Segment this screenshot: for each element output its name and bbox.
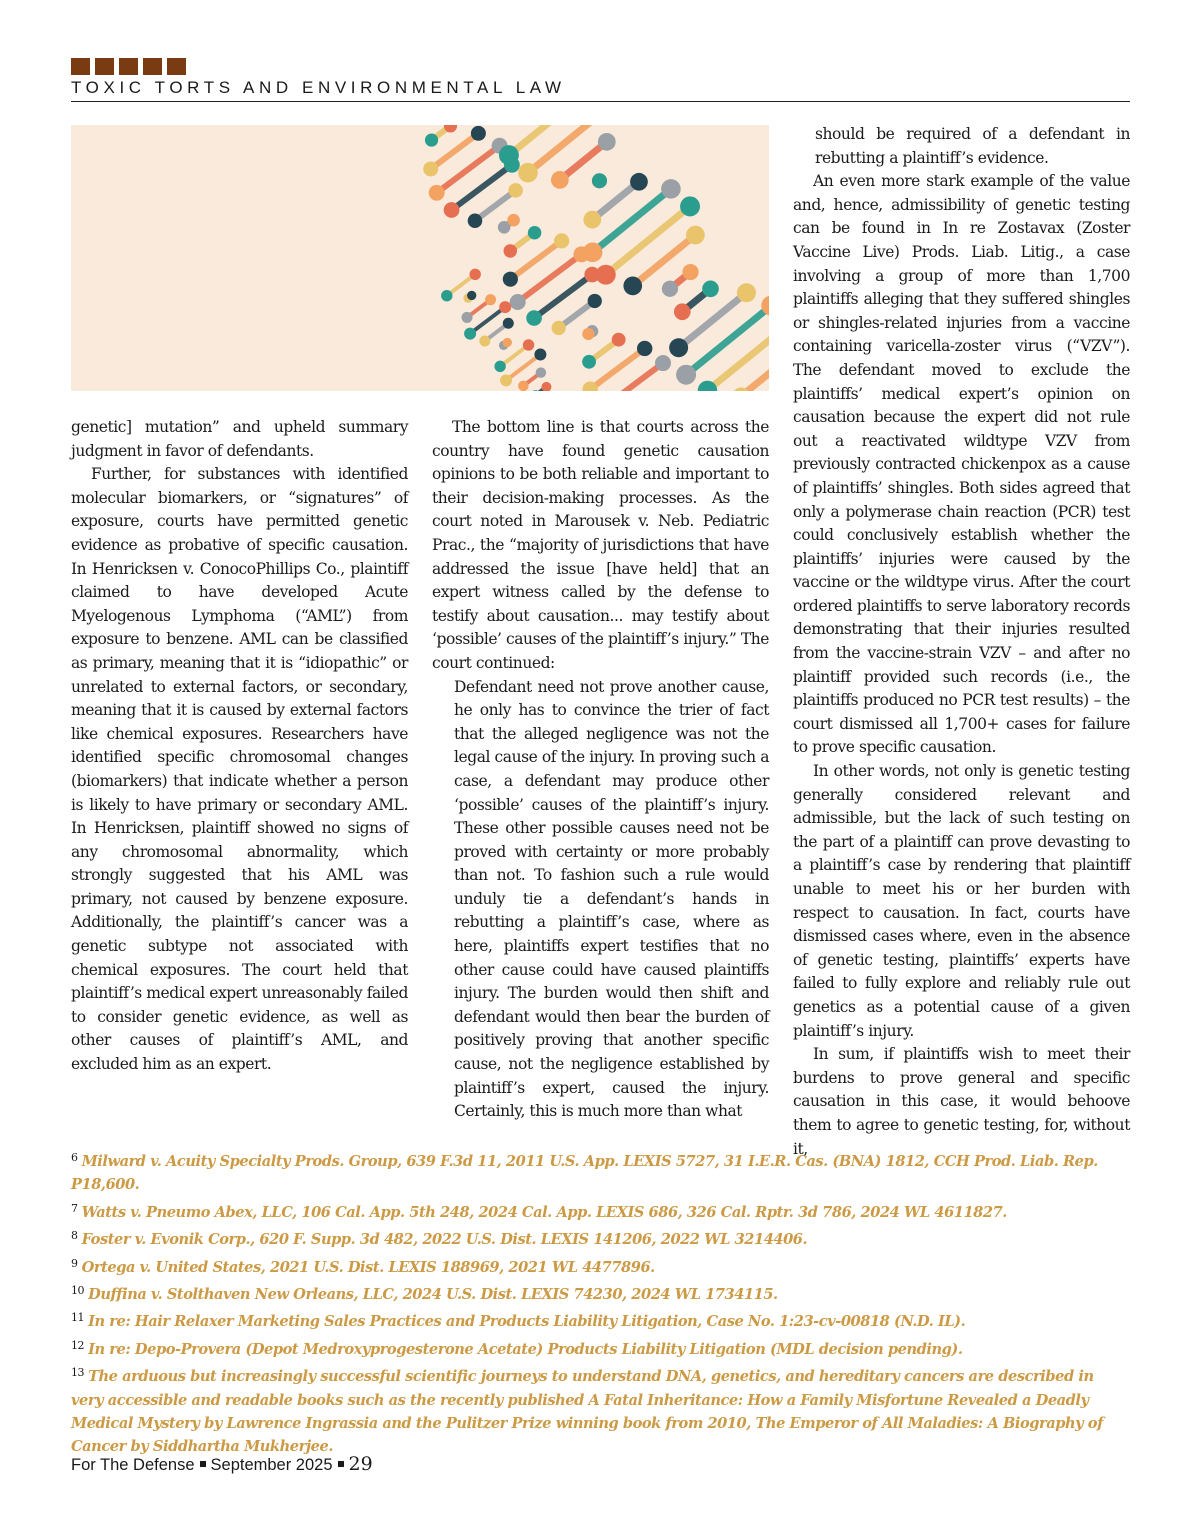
dna-base: [526, 310, 542, 326]
footnotes: [71, 1146, 1130, 1459]
dna-base: [669, 338, 688, 357]
dna-base: [425, 133, 438, 146]
dna-base: [592, 173, 607, 188]
dna-base: [499, 145, 519, 165]
dna-base: [441, 290, 452, 301]
dna-base: [469, 269, 480, 280]
dna-base: [680, 196, 700, 216]
dna-base: [503, 338, 512, 347]
publication-name: For The Defense: [71, 1456, 195, 1474]
page-footer: [71, 1453, 373, 1475]
dna-base: [662, 281, 678, 297]
dna-base: [598, 133, 616, 151]
dna-base: [471, 126, 486, 141]
dna-base: [655, 355, 671, 371]
footnote: $^7$ Watts v. Pneumo Abex, LLC, 106 Cal. App. 5th 248, 2024 Cal. App. LEXIS 686, 326 Cal. Rptr. 3d 786, 2024 WL 4611827.: [71, 1201, 1007, 1221]
dna-rung: [518, 254, 582, 302]
dna-base: [528, 226, 542, 240]
dna-base: [623, 277, 642, 296]
dna-base: [596, 265, 616, 285]
issue-date: September 2025: [210, 1456, 333, 1474]
dna-base: [682, 264, 698, 280]
dna-base: [499, 301, 511, 313]
dna-base: [500, 374, 512, 386]
dna-base: [485, 294, 496, 305]
paragraph: genetic] mutation” and upheld summary judgment in favor of defendants.: [71, 418, 408, 460]
dna-base: [503, 244, 517, 258]
dna-base: [552, 321, 566, 335]
dna-base: [468, 214, 483, 229]
dna-base: [702, 281, 719, 298]
block-quote-continued: should be required of a defendant in rebutting a plaintiff’s evidence.: [815, 125, 1130, 167]
footnote: $^8$ Foster v. Evonik Corp., 620 F. Supp. 3d 482, 2022 U.S. Dist. LEXIS 141206, 2022 WL 3214406.: [71, 1229, 808, 1249]
dna-base: [523, 339, 534, 350]
header-rule: [71, 101, 1130, 102]
dna-base: [518, 163, 538, 183]
article-column-1: [71, 416, 408, 1077]
dna-base: [444, 202, 460, 218]
paragraph: Further, for substances with identified molecular biomarkers, or “signatures” of exposure, courts have permitted genetic evidence as probative of specific causation. In Henricksen v. ConocoPhillips Co., plaintiff claimed to have developed Acute Myelogenous Lymphoma (“AML”) from exposure to benzene. AML can be classified as primary, meaning that it is “idiopathic” or unrelated to external factors, or secondary, meaning that it is caused by external factors like chemical exposures. Researchers have identified specific chromosomal changes (biomarkers) that indicate whether a person is likely to have primary or secondary AML. In Henricksen, plaintiff showed no signs of any chromosomal abnormality, which strongly suggested that his AML was primary, not caused by benzene exposure. Additionally, the plaintiff’s cancer was a genetic subtype not associated with chemical exposures. The court held that plaintiff’s medical expert unreasonably failed to consider genetic evidence, as well as other causes of plaintiff’s AML, and excluded him as an expert.: [71, 465, 408, 1074]
dna-base: [588, 294, 602, 308]
dna-base: [510, 294, 526, 310]
dna-base: [686, 226, 705, 245]
dna-rung: [606, 206, 690, 274]
dna-rung: [437, 146, 500, 193]
dna-rung: [741, 364, 769, 391]
page-number: 29: [348, 1453, 373, 1475]
footnote: $^6$ Milward v. Acuity Specialty Prods. Group, 639 F.3d 11, 2011 U.S. App. LEXIS 5727, 31 I.E.R. Cas. (BNA) 1812, CCH Prod. Liab. Rep. P18,600.: [71, 1151, 1098, 1194]
paragraph: An even more stark example of the value and, hence, admissibility of genetic testing can be found in In re Zostavax (Zoster Vaccine Live) Prods. Liab. Litig., a case involving a group of more than 1,700 plaintiffs alleging that they suffered shingles or shingles-related injuries from a vaccine containing varicella-zoster virus (“VZV”). The defendant moved to exclude the plaintiffs’ medical expert’s opinion on causation because the expert did not rule out a reactivated wildtype VZV from previously contracted chickenpox as a cause of plaintiffs’ shingles. Both sides agreed that only a polymerase chain reaction (PCR) test could conclusively establish whether the plaintiffs’ injuries were caused by the vaccine or the wildtype virus. After the court ordered plaintiffs to serve laboratory records demonstrating that their injuries resulted from the vaccine-strain VZV – and after no plaintiff provided such records (i.e., the plaintiffs produced no PCR test results) – the court dismissed all 1,700+ cases for failure to prove specific causation.: [793, 172, 1130, 757]
dna-rung: [593, 189, 671, 252]
dna-base: [494, 361, 505, 372]
dna-base: [637, 341, 652, 356]
dna-base: [554, 233, 569, 248]
dna-base: [462, 312, 473, 323]
dna-base: [534, 349, 546, 361]
dna-base: [423, 161, 438, 176]
dna-base: [583, 211, 601, 229]
dna-base: [541, 382, 551, 391]
dna-base: [661, 179, 681, 199]
footnote: $^9$ Ortega v. United States, 2021 U.S. Dist. LEXIS 188969, 2021 WL 4477896.: [71, 1256, 655, 1276]
footnote: $^{11}$ In re: Hair Relaxer Marketing Sales Practices and Products Liability Litigation, Case No. 1:23-cv-00818 (N.D. IL).: [71, 1311, 966, 1331]
paragraph: In sum, if plaintiffs wish to meet their burdens to prove general and specific causation in this case, it would behoove them to agree to genetic testing, for, without it,: [793, 1045, 1130, 1158]
dna-base: [503, 272, 518, 287]
paragraph: The bottom line is that courts across the country have found genetic causation opinions to be both reliable and important to their decision-making processes. As the court noted in Marousek v. Neb. Pediatric Prac., the “majority of jurisdictions that have addressed the issue [have held] that an expert witness called by the defense to testify about causation... may testify about ‘possible’ causes of the plaintiff’s injury.” The court continued:: [432, 418, 769, 672]
dna-base: [582, 328, 594, 340]
footnote: $^{13}$ The arduous but increasingly successful scientific journeys to understand DNA, genetics, and hereditary cancers are described in very accessible and readable books such as the recently published A Fatal Inheritance: How a Family Misfortune Revealed a Deadly Medical Mystery by Lawrence Ingrassia and the Pulitzer Prize winning book from 2010, The Emperor of All Maladies: A Biography of Cancer by Siddhartha Mukherjee.: [71, 1366, 1103, 1456]
dna-base: [583, 243, 603, 263]
footnote: $^{10}$ Duffina v. Stolthaven New Orleans, LLC, 2024 U.S. Dist. LEXIS 74230, 2024 WL 1734115.: [71, 1284, 778, 1304]
dna-helix-graphic: [71, 125, 769, 391]
footnote: $^{12}$ In re: Depo-Provera (Depot Medroxyprogesterone Acetate) Products Liability Litigation (MDL decision pending).: [71, 1338, 963, 1358]
dna-base: [737, 283, 756, 302]
dna-base: [429, 185, 445, 201]
dna-base: [536, 367, 546, 377]
dna-base: [503, 318, 514, 329]
dna-rung: [686, 306, 769, 375]
dna-base: [674, 303, 691, 320]
dna-rung: [679, 293, 747, 348]
paragraph: In other words, not only is genetic testing generally considered relevant and admissible, but the lack of such testing on the part of a plaintiff can prove devasting to a plaintiff’s case by rendering that plaintiff unable to meet his or her burden with respect to causation. In fact, courts have dismissed cases where, even in the absence of genetic testing, plaintiffs’ experts have failed to fully explore and reliably rule out genetics as a potential cause of a given plaintiff’s injury.: [793, 762, 1130, 1040]
dna-base: [518, 381, 528, 391]
block-quote: Defendant need not prove another cause, he only has to convince the trier of fact that the alleged negligence was not the legal cause of the injury. In proving such a case, a defendant may produce other ‘possible’ causes of the plaintiff’s injury. These other possible causes need not be proved with certainty or more probably than not. To fashion such a rule would unduly tie a defendant’s hands in rebutting a plaintiff’s case, where as here, plaintiffs expert testifies that no other cause could have caused plaintiffs injury. The burden would then shift and defendant would then bear the burden of positively proving that another specific cause, not the negligence established by plaintiff’s expert, caused the injury. Certainly, this is much more than what: [454, 677, 769, 1121]
article-column-2: [432, 416, 769, 1124]
section-title: TOXIC TORTS AND ENVIRONMENTAL LAW: [71, 78, 566, 97]
dna-base: [507, 214, 520, 227]
dna-base: [464, 328, 476, 340]
article-column-3: [793, 123, 1130, 1161]
dna-base: [612, 333, 626, 347]
dna-illustration: [71, 125, 769, 391]
section-marker-squares: [71, 58, 186, 75]
dna-base: [582, 355, 596, 369]
dna-base: [676, 365, 696, 385]
dna-base: [630, 173, 648, 191]
dna-base: [551, 171, 569, 189]
dna-base: [508, 183, 523, 198]
dna-base: [467, 291, 476, 300]
dna-base: [479, 335, 490, 346]
